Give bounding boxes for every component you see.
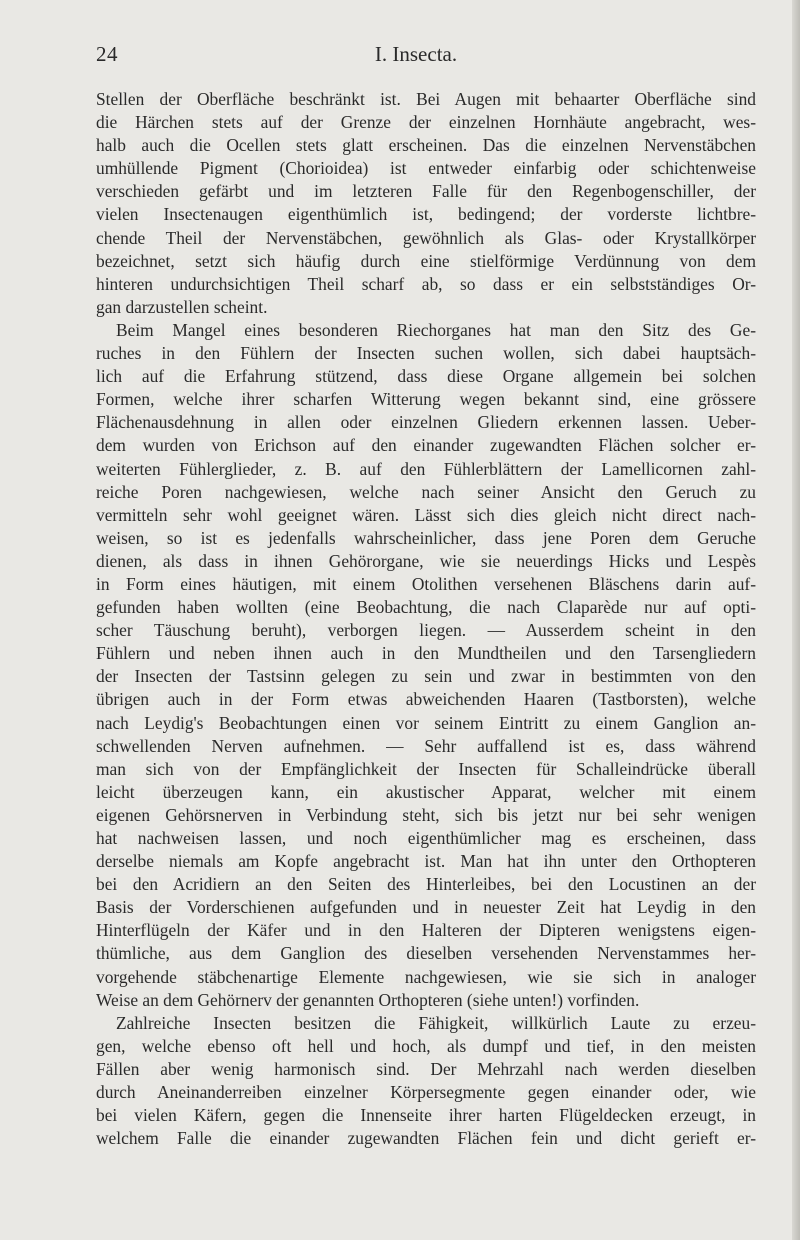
text-line: hinteren undurchsichtigen Theil scharf ab, so dass er ein selbstständiges Or- — [96, 273, 756, 294]
text-line: scher Täuschung beruht), verborgen liegen. — Ausserdem scheint in den — [96, 620, 756, 641]
text-line: gan darzustellen scheint. — [96, 296, 268, 317]
text-line: weisen, so ist es jedenfalls wahrscheinlicher, dass jene Poren dem Geruche — [96, 527, 756, 548]
text-line: umhüllende Pigment (Chorioidea) ist entweder einfarbig oder schichtenweise — [96, 158, 756, 179]
text-line: gen, welche ebenso oft hell und hoch, als dumpf und tief, in den meisten — [96, 1035, 756, 1056]
text-line: eigenen Gehörsnerven in Verbindung steht, sich bis jetzt nur bei sehr wenigen — [96, 804, 756, 825]
text-line: vielen Insectenaugen eigenthümlich ist, bedingend; der vorderste lichtbre- — [96, 204, 756, 225]
text-line: hat nachweisen lassen, und noch eigenthümlicher mag es erscheinen, dass — [96, 828, 756, 848]
text-line: thümliche, aus dem Ganglion des dieselben versehenden Nervenstammes her- — [96, 943, 756, 964]
page-header — [96, 42, 736, 72]
text-line: Weise an dem Gehörnerv der genannten Orthopteren (siehe unten!) vorfinden. — [96, 989, 640, 1010]
text-line: Formen, welche ihrer scharfen Witterung wegen bekannt sind, eine grössere — [96, 389, 756, 410]
text-line: Fällen aber wenig harmonisch sind. Der Mehrzahl nach werden dieselben — [96, 1058, 756, 1079]
text-line: dem wurden von Erichson auf den einander zugewandten Flächen solcher er- — [96, 435, 756, 456]
text-line: Basis der Vorderschienen aufgefunden und in neuester Zeit hat Leydig in den — [96, 897, 756, 918]
text-line: vermitteln sehr wohl geeignet wären. Lässt sich dies gleich nicht direct nach- — [96, 504, 756, 525]
body-text — [96, 88, 756, 1150]
text-line: ruches in den Fühlern der Insecten suchen wollen, sich dabei hauptsäch- — [96, 343, 756, 364]
text-line: Fühlern und neben ihnen auch in den Mundtheilen und den Tarsengliedern — [96, 643, 756, 664]
text-line: in Form eines häutigen, mit einem Otolithen versehenen Bläschens darin auf- — [96, 573, 756, 594]
text-line: man sich von der Empfänglichkeit der Insecten für Schalleindrücke überall — [96, 758, 756, 779]
text-line: gefunden haben wollten (eine Beobachtung, die nach Claparède nur auf opti- — [96, 597, 756, 618]
text-line: bei den Acridiern an den Seiten des Hinterleibes, bei den Locustinen an der — [96, 874, 756, 895]
text-line: schwellenden Nerven aufnehmen. — Sehr auffallend ist es, dass während — [96, 735, 756, 756]
text-line: übrigen auch in der Form etwas abweichenden Haaren (Tastborsten), welche — [96, 689, 756, 710]
text-line: halb auch die Ocellen stets glatt erscheinen. Das die einzelnen Nervenstäbchen — [96, 135, 756, 156]
text-line: durch Aneinanderreiben einzelner Körpersegmente gegen einander oder, wie — [96, 1082, 756, 1103]
text-line: Beim Mangel eines besonderen Riechorganes hat man den Sitz des Ge- — [116, 319, 756, 340]
page-edge-shadow — [792, 0, 800, 1240]
text-line: leicht überzeugen kann, ein akustischer Apparat, welcher mit einem — [96, 781, 756, 802]
text-line: dienen, als dass in ihnen Gehörorgane, wie sie neuerdings Hicks und Lespès — [96, 550, 756, 571]
page-number: 24 — [96, 42, 118, 66]
text-line: Flächenausdehnung in allen oder einzelnen Gliedern erkennen lassen. Ueber- — [96, 412, 756, 433]
running-head: I. Insecta. — [374, 42, 458, 66]
text-line: der Insecten der Tastsinn gelegen zu sein und zwar in bestimmten von den — [96, 666, 756, 687]
text-line: welchem Falle die einander zugewandten Flächen fein und dicht gerieft er- — [96, 1128, 756, 1149]
text-line: vorgehende stäbchenartige Elemente nachgewiesen, wie sie sich in analoger — [96, 966, 756, 987]
text-line: die Härchen stets auf der Grenze der einzelnen Hornhäute angebracht, wes- — [96, 112, 756, 133]
text-line: reiche Poren nachgewiesen, welche nach seiner Ansicht den Geruch zu — [96, 481, 756, 502]
text-line: verschieden gefärbt und im letzteren Falle für den Regenbogenschiller, der — [96, 181, 756, 202]
text-line: chende Theil der Nervenstäbchen, gewöhnlich als Glas- oder Krystallkörper — [96, 227, 756, 248]
text-line: bezeichnet, setzt sich häufig durch eine stielförmige Verdünnung von dem — [96, 250, 756, 271]
text-line: bei vielen Käfern, gegen die Innenseite ihrer harten Flügeldecken erzeugt, in — [96, 1105, 756, 1126]
text-line: Stellen der Oberfläche beschränkt ist. Bei Augen mit behaarter Oberfläche sind — [96, 89, 756, 109]
text-line: Hinterflügeln der Käfer und in den Halteren der Dipteren wenigstens eigen- — [96, 920, 756, 941]
text-line: weiterten Fühlerglieder, z. B. auf den Fühlerblättern der Lamellicornen zahl- — [96, 458, 756, 479]
text-line: derselbe niemals am Kopfe angebracht ist. Man hat ihn unter den Orthopteren — [96, 851, 756, 872]
text-line: Zahlreiche Insecten besitzen die Fähigkeit, willkürlich Laute zu erzeu- — [116, 1012, 756, 1033]
text-line: nach Leydig's Beobachtungen einen vor seinem Eintritt zu einem Ganglion an- — [96, 712, 756, 733]
text-line: lich auf die Erfahrung stützend, dass diese Organe allgemein bei solchen — [96, 366, 756, 387]
